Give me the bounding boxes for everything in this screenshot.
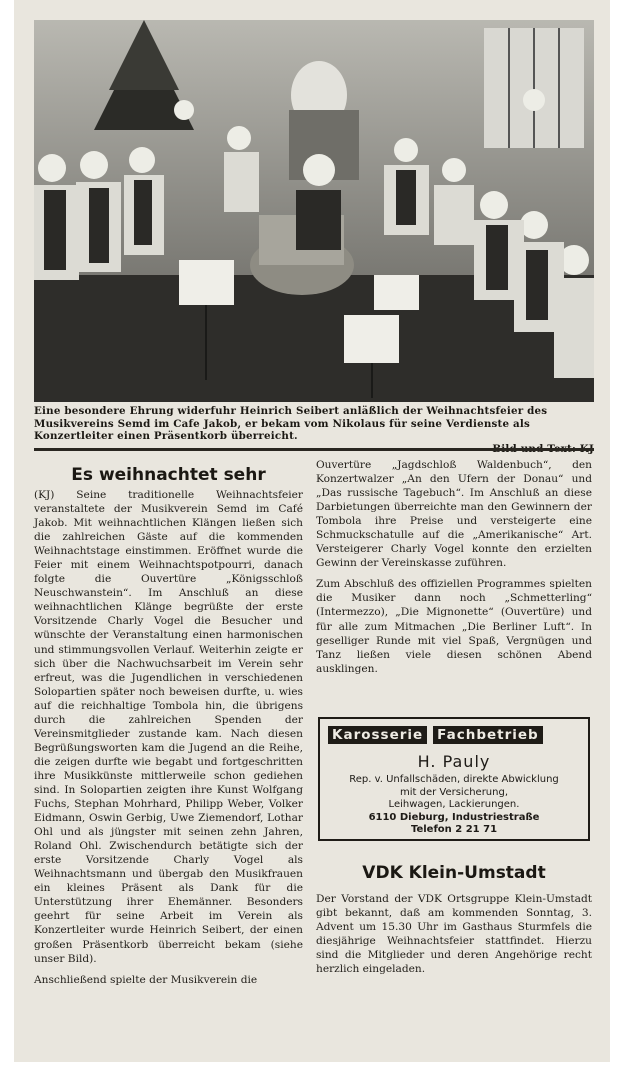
article-paragraph: Anschließend spielte der Musikverein die (34, 973, 258, 986)
article-headline: VDK Klein-Umstadt (362, 863, 546, 883)
ad-address: 6110 Dieburg, Industriestraße (368, 811, 540, 823)
article-paragraph: Ouvertüre „Jagdschloß Waldenbuch“, den Konzertwalzer „An den Ufern der Donau“ und „Das russische Tagebuch“. Im Anschluß an diese Darbietungen überreichte man den Gewinnern der Tombola ihre Preise und versteigerte eine Schmuckschatulle auf die „Amerikanische“ Art. Versteigerer Charly Vogel konnte den erzielten Gewinn der Vereinskasse zuführen. (316, 459, 592, 570)
article-column-right (316, 458, 592, 683)
article-paragraph: Zum Abschluß des offiziellen Programmes spielten die Musiker dann noch „Schmetterling“ (Intermezzo), „Die Mignonette“ (Ouvertüre) und für alle zum Mitmachen „Die Berliner Luft“. In geselliger Runde mit viel Spaß, Vergnügen und Tanz ließen viele diesen schönen Abend ausklingen. (316, 578, 592, 675)
ad-details (320, 774, 588, 837)
article-paragraph: Der Vorstand der VDK Ortsgruppe Klein-Umstadt gibt bekannt, daß am kommenden Sonntag, 3. Advent um 15.30 Uhr im Gasthaus Sturmfels die diesjährige Weihnachtsfeier stattfindet. Hierzu sind die Mitglieder und deren Angehörige recht herzlich eingeladen. (316, 893, 592, 976)
article-headline: Es weihnachtet sehr (71, 465, 266, 485)
article-body (316, 892, 592, 983)
event-photo (34, 20, 594, 402)
ad-line: Rep. v. Unfallschäden, direkte Abwicklung (349, 774, 559, 785)
article-column-left (34, 488, 303, 994)
ad-line: mit der Versicherung, (399, 786, 509, 798)
ad-line: Leihwagen, Lackierungen. (388, 799, 520, 810)
advertisement-box (318, 717, 590, 841)
ad-chip: Karosserie (328, 726, 427, 744)
ad-phone: Telefon 2 21 71 (410, 824, 498, 835)
ad-business-name: H. Pauly (417, 752, 491, 771)
article-paragraph: (KJ) Seine traditionelle Weihnachtsfeier veranstaltete der Musikverein Semd im Café Jakob. Mit weihnachtlichen Klängen ließen sich die zahlreichen Gäste auf die kommenden Weihnachtstage einstimmen. Eröffnet wurde die Feier mit einem Weihnachtspotpourri, danach folgte die Ouvertüre „Königsschloß Neuschwanstein“. Im Anschluß an diese weihnachtlichen Klänge begrüßte der erste Vorsitzende Charly Vogel die Besucher und wünschte der Veranstaltung einen harmonischen und stimmungsvollen Verlauf. Weiterhin zeigte er sich über die Nachwuchsarbeit im Verein sehr erfreut, was die Jugendlichen in verschiedenen Solopartien später noch beweisen durfte, u. wies auf die reichhaltige Tombola hin, die übrigens durch die zahlreichen Spenden der Vereinsmitglieder zustande kam. Nach diesen Begrüßungsworten kam die Jugend an die Reihe, die zeigen durfte wie begabt und fortgeschritten ihre Musikkünste mittlerweile schon gediehen sind. In Solopartien zeigten ihre Kunst Wolfgang Fuchs, Stephan Mohrhard, Philipp Weber, Volker Eidmann, Oswin Gerbig, Uwe Ziemendorf, Lothar Ohl und als jüngster mit seinen zehn Jahren, Roland Ohl. Zwischendurch betätigte sich der erste Vorsitzende Charly Vogel als Weihnachtsmann und übergab den Musikfrauen ein kleines Präsent als Dank für die Unterstützung ihrer Ehemänner. Besonders geehrt für seine Arbeit im Verein als Konzertleiter wurde Heinrich Seibert, der einen großen Präsentkorb überreicht bekam (siehe unser Bild). (34, 489, 303, 965)
ad-header (328, 726, 543, 744)
divider (34, 450, 594, 451)
caption-text: Eine besondere Ehrung widerfuhr Heinrich Seibert anläßlich der Weihnachtsfeier des Musikvereins Semd im Cafe Jakob, er bekam vom Nikolaus für seine Verdienste als Konzertleiter einen Präsentkorb überreicht. (34, 405, 548, 442)
ad-chip: Fachbetrieb (433, 726, 543, 744)
